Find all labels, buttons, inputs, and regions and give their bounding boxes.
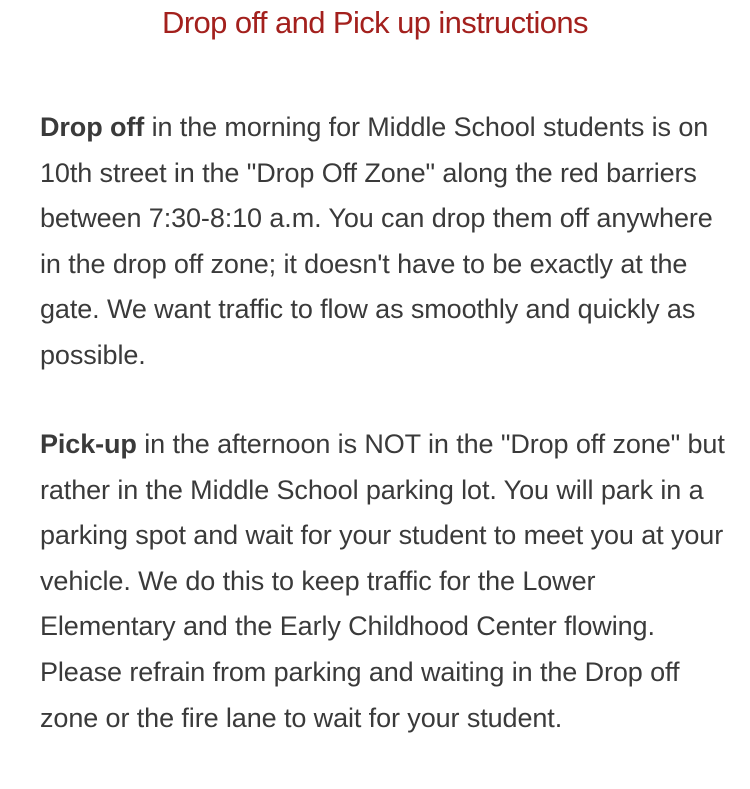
drop-off-paragraph bbox=[40, 105, 730, 379]
pick-up-paragraph bbox=[40, 422, 730, 741]
drop-off-heading: Drop off bbox=[40, 112, 145, 142]
drop-off-text: in the morning for Middle School students is on 10th street in the "Drop Off Zone" along the red barriers between 7:30-8:10 a.m. You can drop them off anywhere in the drop off zone; it doesn't have to be exactly at the gate. We want traffic to flow as smoothly and quickly as possible. bbox=[40, 112, 713, 370]
pick-up-text: in the afternoon is NOT in the "Drop off zone" but rather in the Middle School parking lot. You will park in a parking spot and wait for your student to meet you at your vehicle. We do this to keep traffic for the Lower Elementary and the Early Childhood Center flowing. Please refrain from parking and waiting in the Drop off zone or the fire lane to wait for your student. bbox=[40, 429, 725, 733]
pick-up-heading: Pick-up bbox=[40, 429, 137, 459]
page-title: Drop off and Pick up instructions bbox=[162, 5, 588, 40]
